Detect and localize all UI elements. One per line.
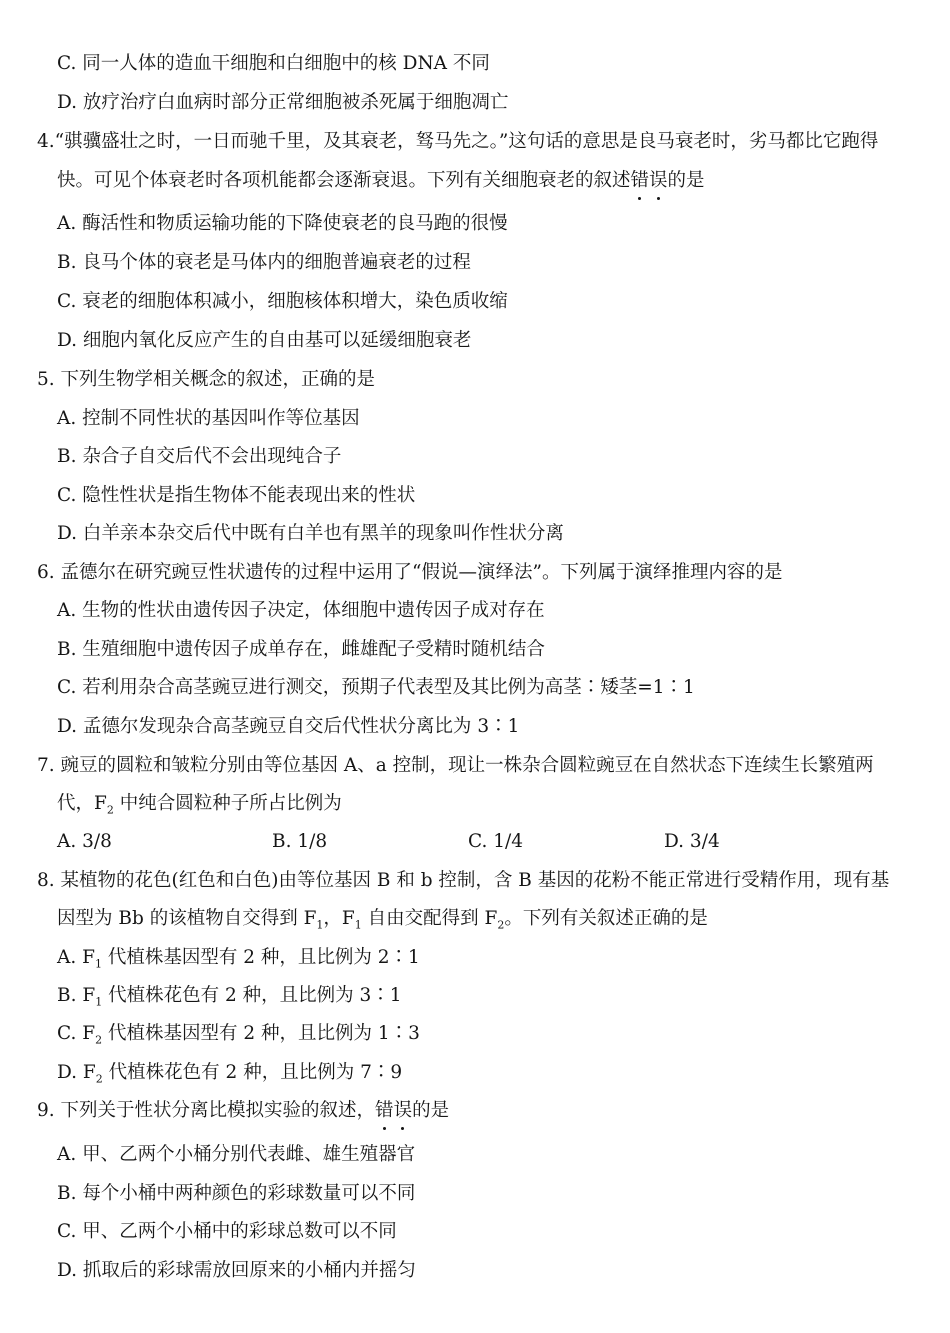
q7-stem-tail: 中纯合圆粒种子所占比例为: [113, 793, 342, 814]
q4-stem-line2: [57, 169, 705, 193]
subscript: 1: [316, 918, 324, 932]
q6-option-a: A. 生物的性状由遗传因子决定，体细胞中遗传因子成对存在: [57, 600, 545, 621]
emphasis-mark: 误: [649, 170, 668, 191]
q4-stem-text: 快。可见个体衰老时各项机能都会逐渐衰退。下列有关细胞衰老的叙述: [57, 170, 631, 191]
emphasis-mark: 误: [393, 1100, 413, 1121]
q4-option-b: B. 良马个体的衰老是马体内的细胞普遍衰老的过程: [57, 252, 471, 273]
q5-option-c: C. 隐性性状是指生物体不能表现出来的性状: [57, 485, 416, 506]
q8-option-a: [57, 946, 420, 970]
q8-option-c: [57, 1022, 420, 1046]
q5-option-b: B. 杂合子自交后代不会出现纯合子: [57, 446, 342, 467]
subscript: 1: [354, 918, 362, 932]
q4-stem-tail: 的是: [667, 170, 705, 191]
q3-option-d: D. 放疗治疗白血病时部分正常细胞被杀死属于细胞凋亡: [57, 92, 509, 113]
subscript: 2: [95, 1033, 103, 1047]
q8-stem-tail: 。下列有关叙述正确的是: [504, 908, 708, 929]
q5-option-d: D. 白羊亲本杂交后代中既有白羊也有黑羊的现象叫作性状分离: [57, 523, 564, 544]
q4-option-d: D. 细胞内氧化反应产生的自由基可以延缓细胞衰老: [57, 330, 472, 351]
q4-option-a: A. 酶活性和物质运输功能的下降使衰老的良马跑的很慢: [57, 213, 508, 234]
q6-stem: 6. 孟德尔在研究豌豆性状遗传的过程中运用了“假说—演绎法”。下列属于演绎推理内容的是: [37, 562, 783, 583]
option-text: C. F: [57, 1023, 96, 1044]
q5-option-a: A. 控制不同性状的基因叫作等位基因: [57, 408, 360, 429]
emphasis-mark: 错: [375, 1100, 394, 1121]
q8-stem-line2: [57, 907, 708, 931]
subscript: 2: [106, 803, 114, 817]
option-text: B. F: [57, 985, 96, 1006]
q9-option-c: C. 甲、乙两个小桶中的彩球总数可以不同: [57, 1221, 397, 1242]
q7-stem-line2: [57, 792, 342, 816]
q7-option-d: D. 3/4: [664, 831, 720, 852]
q8-option-b: [57, 984, 402, 1008]
q8-stem-line1: 8. 某植物的花色(红色和白色)由等位基因 B 和 b 控制，含 B 基因的花粉不能正常进行受精作用，现有基: [37, 870, 890, 891]
q8-option-d: [57, 1061, 402, 1085]
q9-stem-tail: 的是: [412, 1100, 450, 1121]
q6-option-d: D. 孟德尔发现杂合高茎豌豆自交后代性状分离比为 3∶1: [57, 716, 520, 737]
q4-option-c: C. 衰老的细胞体积减小，细胞核体积增大，染色质收缩: [57, 291, 508, 312]
option-text: 代植株基因型有 2 种，且比例为 2∶1: [101, 947, 420, 968]
option-text: A. F: [57, 947, 95, 968]
q7-option-a: A. 3/8: [57, 831, 112, 852]
q3-option-c: C. 同一人体的造血干细胞和白细胞中的核 DNA 不同: [57, 53, 490, 74]
q8-stem-text: 因型为 Bb 的该植物自交得到 F: [57, 908, 317, 929]
emphasis-mark: 错: [630, 170, 650, 191]
subscript: 1: [95, 995, 103, 1009]
option-text: D. F: [57, 1062, 96, 1083]
option-text: 代植株基因型有 2 种，且比例为 1∶3: [102, 1023, 420, 1044]
subscript: 2: [497, 918, 505, 932]
subscript: 2: [95, 1072, 103, 1086]
q9-stem: [37, 1099, 449, 1123]
q9-option-d: D. 抓取后的彩球需放回原来的小桶内并摇匀: [57, 1260, 416, 1281]
q7-stem-text: 代，F: [57, 793, 107, 814]
q6-option-b: B. 生殖细胞中遗传因子成单存在，雌雄配子受精时随机结合: [57, 639, 545, 660]
q7-option-c: C. 1/4: [468, 831, 524, 852]
q6-option-c: C. 若利用杂合高茎豌豆进行测交，预期子代表型及其比例为高茎∶矮茎=1∶1: [57, 677, 695, 698]
q8-stem-text: ，F: [323, 908, 355, 929]
q7-option-b: B. 1/8: [272, 831, 328, 852]
q9-stem-text: 9. 下列关于性状分离比模拟实验的叙述，: [37, 1100, 376, 1121]
option-text: 代植株花色有 2 种，且比例为 3∶1: [102, 985, 402, 1006]
q8-stem-text: 自由交配得到 F: [361, 908, 498, 929]
q4-stem-line1: 4.“骐骥盛壮之时，一日而驰千里，及其衰老，驽马先之。”这句话的意思是良马衰老时，劣马都比它跑得: [37, 131, 879, 152]
q9-option-a: A. 甲、乙两个小桶分别代表雌、雄生殖器官: [57, 1144, 416, 1165]
subscript: 1: [94, 957, 102, 971]
q7-stem-line1: 7. 豌豆的圆粒和皱粒分别由等位基因 A、a 控制，现让一株杂合圆粒豌豆在自然状态下连续生长繁殖两: [37, 755, 874, 776]
q5-stem: 5. 下列生物学相关概念的叙述，正确的是: [37, 369, 376, 390]
option-text: 代植株花色有 2 种，且比例为 7∶9: [102, 1062, 403, 1083]
q9-option-b: B. 每个小桶中两种颜色的彩球数量可以不同: [57, 1183, 416, 1204]
